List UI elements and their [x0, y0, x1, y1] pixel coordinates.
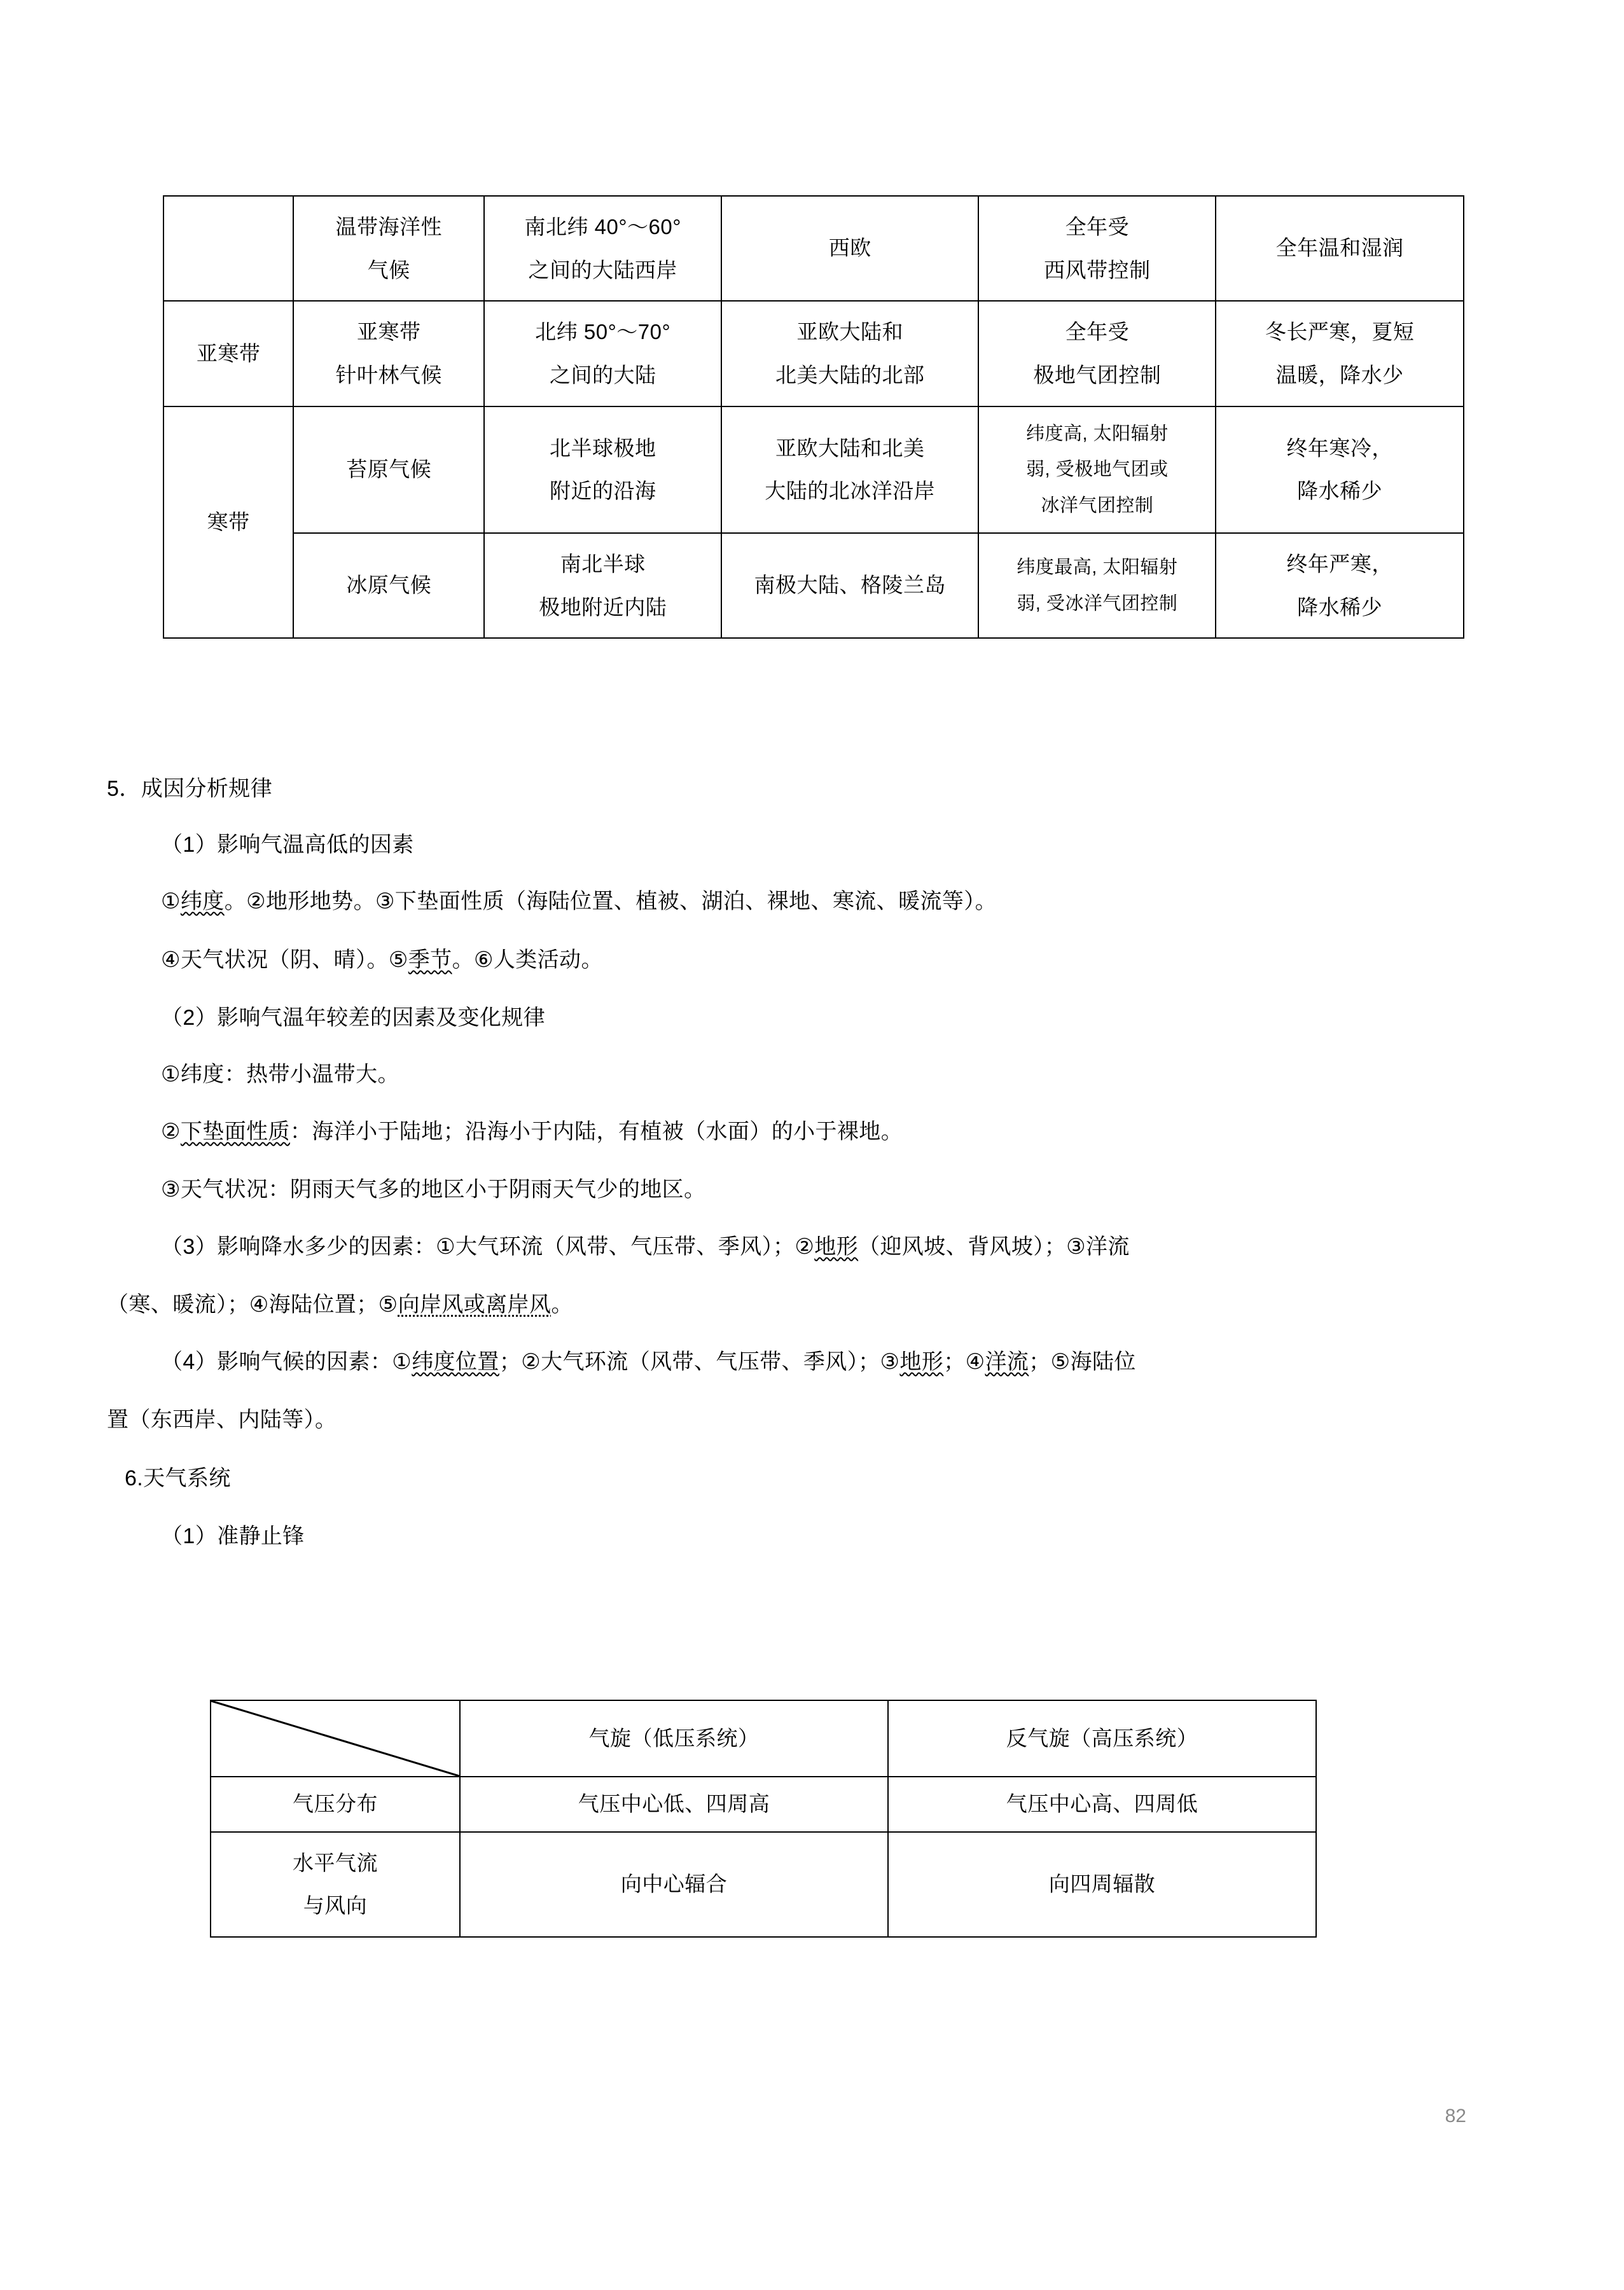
item-2-line-2	[161, 1121, 903, 1142]
table-row	[163, 406, 1464, 534]
table-header-row	[211, 1700, 1316, 1777]
cell-zone	[163, 196, 293, 301]
text-line: 水平气流	[293, 1850, 378, 1875]
text-line: 大陆的北冰洋沿岸	[765, 479, 936, 503]
table-row	[211, 1777, 1316, 1832]
cell-region	[721, 406, 978, 534]
item-4-line-1	[161, 1351, 1136, 1373]
text-line: 气候	[367, 258, 410, 282]
wavy-underlined-text: 地形	[899, 1350, 944, 1374]
cell-header-anticyclone	[888, 1700, 1316, 1777]
text-line: 温带海洋性	[335, 215, 442, 239]
text-line: 冰洋气团控制	[1041, 495, 1154, 516]
wavy-underlined-text: 季节	[408, 948, 452, 972]
text-fragment: ：海洋小于陆地；沿海小于内陆，有植被（水面）的小于裸地。	[289, 1120, 903, 1144]
text-line: 极地附近内陆	[539, 595, 667, 619]
item-3-line-2	[107, 1294, 573, 1315]
diagonal-divider-icon	[211, 1701, 459, 1776]
text-line: 全年受	[1065, 215, 1130, 239]
item-2-line-3: ③天气状况：阴雨天气多的地区小于阴雨天气少的地区。	[161, 1177, 706, 1202]
text-line: 西风带控制	[1044, 258, 1151, 282]
table-row	[211, 1832, 1316, 1937]
text-line: 南极大陆、格陵兰岛	[754, 573, 947, 597]
item-1-line-2	[161, 949, 603, 971]
text-fragment: ②	[161, 1120, 181, 1144]
text-line: 全年温和湿润	[1275, 236, 1404, 260]
text-line: 亚欧大陆和	[796, 320, 904, 344]
cell-feature	[1216, 196, 1464, 301]
cell-feature	[1216, 533, 1464, 638]
cell-cause	[978, 301, 1216, 406]
cell-distribution	[484, 406, 721, 534]
text-line: 纬度最高, 太阳辐射	[1017, 557, 1178, 578]
cell-feature	[1216, 301, 1464, 406]
item-6-1-title: （1）准静止锋	[161, 1524, 305, 1548]
cell-header-cyclone	[460, 1700, 888, 1777]
wavy-underlined-text: 洋流	[985, 1350, 1029, 1374]
wavy-underlined-text: 纬度	[180, 889, 225, 913]
text-line: 气压中心低、四周高	[578, 1792, 770, 1815]
page-number: 82	[1445, 2106, 1466, 2127]
item-1-title: （1）影响气温高低的因素	[161, 833, 414, 857]
text-line: 极地气团控制	[1033, 363, 1162, 387]
cell-region	[721, 533, 978, 638]
text-fragment: （寒、暖流）；④海陆位置；⑤	[107, 1293, 398, 1317]
text-line: 与风向	[303, 1894, 368, 1918]
cell-cause	[978, 533, 1216, 638]
table-row	[163, 301, 1464, 406]
text-line: 之间的大陆西岸	[528, 258, 677, 282]
cyclone-comparison-table	[210, 1700, 1317, 1938]
cell-distribution	[484, 301, 721, 406]
climate-zones-table	[163, 195, 1464, 639]
text-line: 北纬 50°～70°	[535, 320, 671, 344]
text-line: 冬长严寒，夏短	[1265, 320, 1415, 344]
text-fragment: ；⑤海陆位	[1029, 1350, 1136, 1374]
wavy-underlined-text: 下垫面性质	[180, 1120, 290, 1144]
cell-diagonal-header	[211, 1700, 460, 1777]
cell-row-label	[211, 1777, 460, 1832]
cell-anticyclone-value	[888, 1777, 1316, 1832]
text-line: 亚寒带	[356, 320, 421, 344]
text-line: 降水稀少	[1297, 595, 1383, 619]
table-row	[163, 196, 1464, 301]
text-line: 亚欧大陆和北美	[775, 436, 925, 460]
text-line: 冰原气候	[346, 573, 432, 597]
cell-anticyclone-value	[888, 1832, 1316, 1937]
text-fragment: 。⑥人类活动。	[452, 948, 603, 972]
wavy-underlined-text: 纬度位置	[412, 1350, 499, 1374]
cell-climate-type	[293, 533, 484, 638]
heading-6: 6.天气系统	[125, 1466, 231, 1490]
cell-distribution	[484, 533, 721, 638]
text-line: 温暖，降水少	[1275, 363, 1404, 387]
cell-climate-type	[293, 406, 484, 534]
heading-5: 5．成因分析规律	[107, 777, 273, 801]
text-line: 全年受	[1065, 320, 1130, 344]
text-line: 弱, 受极地气团或	[1026, 459, 1169, 480]
text-fragment: ④天气状况（阴、晴）。⑤	[161, 948, 408, 972]
cell-climate-type	[293, 301, 484, 406]
text-line: 降水稀少	[1297, 479, 1383, 503]
cell-cause	[978, 196, 1216, 301]
cell-feature	[1216, 406, 1464, 534]
text-line: 反气旋（高压系统）	[1006, 1726, 1198, 1750]
text-fragment: （3）影响降水多少的因素：①大气环流（风带、气压带、季风）；②	[161, 1235, 815, 1259]
text-line: 气旋（低压系统）	[588, 1726, 760, 1750]
text-line: 向四周辐散	[1048, 1872, 1156, 1896]
cell-cause	[978, 406, 1216, 534]
text-line: 针叶林气候	[335, 363, 442, 387]
cell-zone: 亚寒带	[163, 301, 293, 406]
item-2-line-1: ①纬度：热带小温带大。	[161, 1062, 399, 1086]
text-line: 北半球极地	[549, 436, 656, 460]
text-fragment: （4）影响气候的因素：①	[161, 1350, 412, 1374]
text-fragment: （迎风坡、背风坡）；③洋流	[858, 1235, 1130, 1259]
cell-cyclone-value	[460, 1777, 888, 1832]
cell-row-label	[211, 1832, 460, 1937]
text-line: 气压中心高、四周低	[1006, 1792, 1198, 1815]
text-line: 纬度高, 太阳辐射	[1026, 423, 1169, 444]
item-3-line-1	[161, 1236, 1130, 1258]
cell-region	[721, 196, 978, 301]
text-fragment: ；②大气环流（风带、气压带、季风）；③	[499, 1350, 900, 1374]
text-line: 北美大陆的北部	[775, 363, 925, 387]
cell-region	[721, 301, 978, 406]
dotted-underlined-text: 向岸风或离岸风	[398, 1293, 552, 1317]
text-fragment: 。②地形地势。③下垫面性质（海陆位置、植被、湖泊、裸地、寒流、暖流等）。	[224, 889, 997, 913]
table-row	[163, 533, 1464, 638]
text-fragment: 。	[551, 1293, 573, 1317]
text-fragment: ；④	[943, 1350, 985, 1374]
text-line: 终年严寒，	[1286, 552, 1393, 576]
item-2-title: （2）影响气温年较差的因素及变化规律	[161, 1006, 546, 1030]
wavy-underlined-text: 地形	[814, 1235, 859, 1259]
text-line: 附近的沿海	[549, 479, 656, 503]
item-4-line-2: 置（东西岸、内陆等）。	[107, 1408, 337, 1432]
text-line: 向中心辐合	[620, 1872, 728, 1896]
cell-zone: 寒带	[163, 406, 293, 639]
text-line: 南北纬 40°～60°	[524, 215, 681, 239]
text-line: 气压分布	[293, 1792, 378, 1815]
cell-climate-type	[293, 196, 484, 301]
text-line: 之间的大陆	[549, 363, 656, 387]
cell-distribution	[484, 196, 721, 301]
text-line: 南北半球	[560, 552, 646, 576]
text-line: 终年寒冷，	[1286, 436, 1393, 460]
text-line: 弱, 受冰洋气团控制	[1017, 593, 1178, 614]
text-fragment: ①	[161, 889, 181, 913]
cell-cyclone-value	[460, 1832, 888, 1937]
text-line: 西欧	[828, 236, 871, 260]
item-1-line-1	[161, 891, 997, 912]
text-line: 苔原气候	[346, 457, 432, 481]
